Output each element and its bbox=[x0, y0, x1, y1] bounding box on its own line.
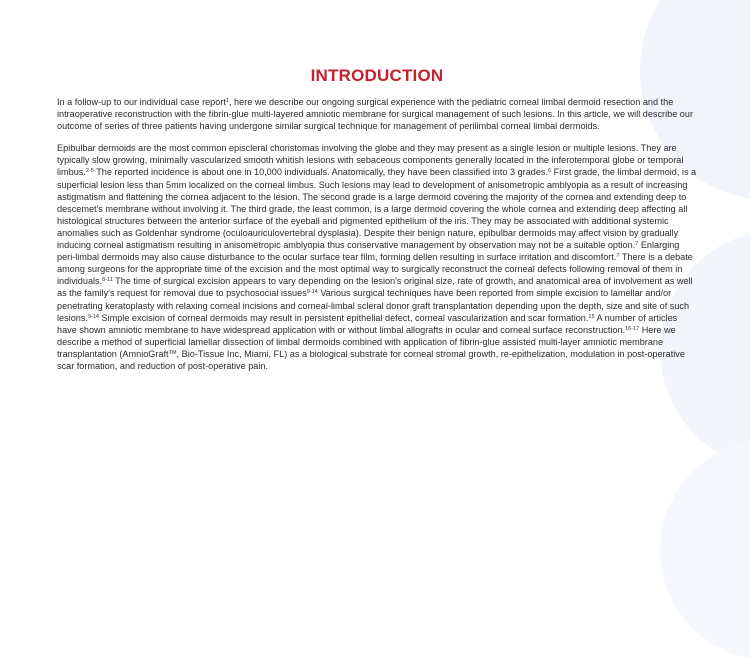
paragraph-text: A number of articles have shown amniotic membrane to have widespread application with or without limbal allografts in ocular and corneal surface reconstruction. bbox=[57, 312, 678, 335]
paragraph-text: Epibulbar dermoids are the most common episcleral choristomas involving the globe and they may present as a single lesion or multiple lesions. They are typically slow growing, minimally vascularized smooth whitish lesions with sebaceous components generally located in the inferotemporal globe or temporal limbus. bbox=[57, 143, 684, 178]
citation-superscript: 16-17 bbox=[625, 325, 640, 332]
citation-superscript: 9-14 bbox=[306, 289, 318, 296]
paragraph-text: , here we describe our ongoing surgical experience with the pediatric corneal limbal dermoid resection and the intraoperative reconstruction with the fibrin-glue multi-layered amniotic membrane for surgical management of such lesions. In this article, we will describe our outcome of series of three patients having undergone similar surgical technique for management of perilimbal corneal limbal dermoids. bbox=[57, 97, 693, 132]
paragraph-text: First grade, the limbal dermoid, is a superficial lesion less than 5mm localized on the corneal limbus. Such lesions may lead to development of anisometropic amblyopia as a result of increasing astigmatism and flattening the cornea adjacent to the lesion. The second grade is a large dermoid covering the majority of the cornea and extending deep to descemet's membrane without involving it. The third grade, the least common, is a large dermoid covering the whole cornea and extending deep affecting all histological structures between the anterior surface of the eyeball and pigmented epithelium of the iris. They may be associated with additional systemic anomalies such as Goldenhar syndrome (oculoauriculovertebral dysplasia). Despite their benign nature, epibulbar dermoids may affect vision by gradually inducing corneal astigmatism resulting in anisometropic amblyopia thus conservative management by observation may not be a suitable option. bbox=[57, 167, 697, 251]
section-heading: INTRODUCTION bbox=[310, 66, 444, 85]
paragraph-text: The reported incidence is about one in 10,000 individuals. Anatomically, they have been classified into 3 grades. bbox=[93, 167, 549, 178]
intro-paragraph-1 bbox=[57, 96, 697, 132]
citation-superscript: 6 bbox=[548, 168, 552, 175]
paragraph-text: The time of surgical excision appears to vary depending on the lesion's original size, rate of growth, and anatomical area of involvement as well as the family's request for removal due to psychosocial issues bbox=[57, 276, 693, 299]
paragraph-text: Enlarging peri-limbal dermoids may also cause disturbance to the ocular surface tear film, forming dellen resulting in surface irritation and discomfort. bbox=[57, 240, 680, 263]
citation-superscript: 7 bbox=[635, 241, 639, 248]
paragraph-text: In a follow-up to our individual case report bbox=[57, 97, 226, 107]
paragraph-text: Various surgical techniques have been reported from simple excision to lamellar and/or penetrating keratoplasty with relaxing corneal incisions and corneal-limbal scleral donor graft transplantation depending upon the depth, size and site of such lesions. bbox=[57, 288, 690, 323]
article-page bbox=[57, 66, 697, 382]
citation-superscript: TM bbox=[168, 349, 177, 356]
citation-superscript: 9-14 bbox=[87, 313, 99, 320]
citation-superscript: 15 bbox=[588, 313, 595, 320]
citation-superscript: 8-11 bbox=[102, 277, 113, 284]
paragraph-text: There is a debate among surgeons for the appropriate time of the excision and the most optimal way to surgically reconstruct the corneal defects following removal of them in individuals. bbox=[57, 252, 693, 287]
paragraph-text: Here we describe a method of superficial lamellar dissection of limbal dermoids combined with application of fibrin-glue assisted multi-layer amniotic membrane transplantation (AmnioGraft bbox=[57, 324, 676, 359]
citation-superscript: 7 bbox=[616, 253, 620, 260]
paragraph-text: , Bio-Tissue Inc, Miami, FL) as a biological substrate for corneal stromal growth, re-epithelization, modulation in post-operative scar formation, and reduction of post-operative pain. bbox=[57, 348, 685, 371]
paragraph-text: Simple excision of corneal dermoids may result in persistent epithelial defect, corneal vascularization and scar formation. bbox=[98, 312, 589, 323]
citation-superscript: 1 bbox=[225, 98, 229, 104]
background-circle bbox=[660, 440, 750, 660]
intro-paragraph-2 bbox=[57, 142, 697, 372]
citation-superscript: 2-5 bbox=[85, 168, 94, 175]
